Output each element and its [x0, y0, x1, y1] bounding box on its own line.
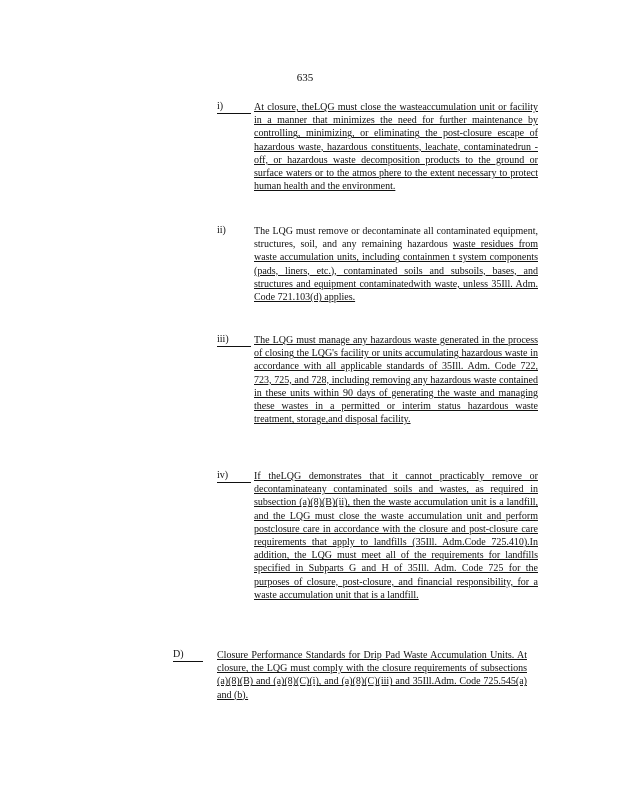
list-item-ii — [217, 225, 539, 325]
item-text-i — [254, 101, 538, 193]
item-text-iii — [254, 334, 538, 426]
item-text-plain: The LQG must remove or decontaminate all contaminated equipment, structures, soil, and any remaining hazardous — [254, 226, 538, 251]
item-text-ii — [254, 225, 538, 304]
list-item-i — [217, 101, 539, 213]
section-d-marker: D) — [173, 649, 203, 662]
section-d-underlined: Closure Performance Standards for Drip Pad Waste Accumulation Units. At closure, the LQG must comply with the closure requirements of subsections (a)(8)(B) and (a)(8)(C)(i), and (a)(8)(C)(iii) and 35Ill.Adm. Code 725.545(a) and (b). — [217, 650, 527, 701]
item-text-iv — [254, 470, 538, 602]
item-marker-ii: ii) — [217, 225, 226, 236]
section-d-text — [217, 649, 527, 702]
item-text-underlined: waste residues from waste accumulation units, including containmen t system components (pads, liners, etc.), contaminated soils and subsoils, bases, and structures and equipment contaminatedwith waste, unless 35Ill. Adm. Code 721.103(d) applies. — [254, 239, 539, 304]
list-item-iv — [217, 470, 539, 640]
item-text-underlined: If theLQG demonstrates that it cannot practicably remove or decontaminateany contaminated soils and wastes, as required in subsection (a)(8)(B)(ii), then the waste accumulation unit is a landfill, and the LQG must close the waste accumulation unit and perform postclosure care in accordance with the closure and post-closure care requirements that apply to landfills (35Ill. Adm.Code 725.410).In addition, the LQG must meet all of the requirements for landfills specified in Subparts G and H of 35Ill. Adm. Code 725 for the purposes of closure, post-closure, and financial responsibility, for a waste accumulation unit that is a landfill. — [254, 471, 538, 601]
list-item-iii — [217, 334, 539, 460]
item-marker-i: i) — [217, 101, 251, 114]
item-marker-iii: iii) — [217, 334, 251, 347]
page-number: 635 — [296, 72, 314, 84]
section-d — [173, 649, 529, 709]
item-marker-iv: iv) — [217, 470, 251, 483]
item-text-underlined: The LQG must manage any hazardous waste generated in the process of closing the LQG's facility or units accumulating hazardous waste in accordance with all applicable standards of 35Ill. Adm. Code 722, 723, 725, and 728, including removing any hazardous waste contained in these units within 90 days of generating the waste and managing these wastes in a permitted or interim status hazardous waste treatment, storage,and disposal facility. — [254, 335, 538, 426]
item-text-underlined: At closure, theLQG must close the wasteaccumulation unit or facility in a manner that minimizes the need for further maintenance by controlling, minimizing, or eliminating the post-closure escape of hazardous waste, hazardous constituents, leachate, contaminatedrun -off, or hazardous waste decomposition products to the ground or surface waters or to the atmos phere to the extent necessary to protect human health and the environment. — [254, 102, 538, 193]
